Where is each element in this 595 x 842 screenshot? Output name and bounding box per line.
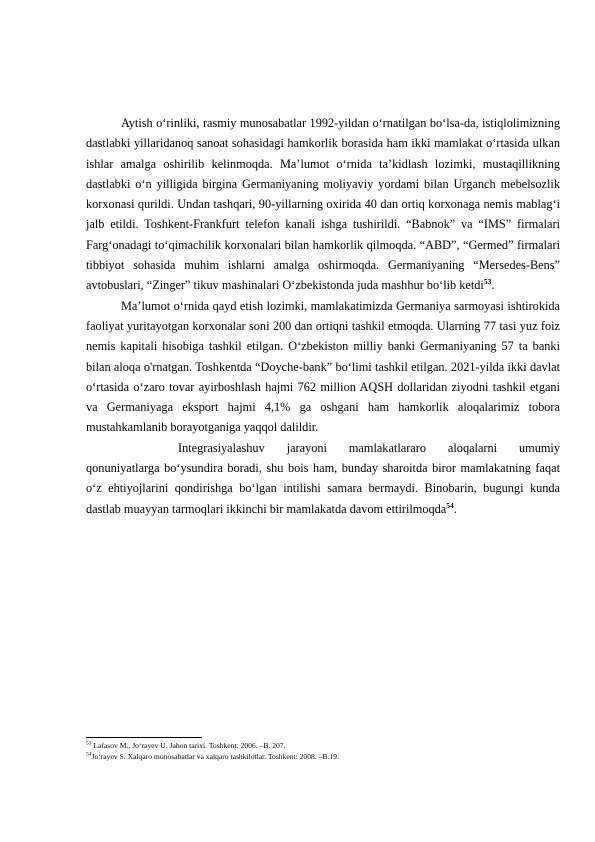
paragraph-tail: .: [453, 501, 457, 516]
footnotes-section: [86, 737, 560, 762]
footnote-54: [86, 752, 560, 763]
footnote-text: Lafasov M., Jo‘rayev U. Jahon tarixi. Toshkent: 2006. –B. 207.: [91, 741, 286, 750]
footnote-reference-53[interactable]: 53: [483, 277, 492, 287]
footnote-reference-54[interactable]: 54: [446, 500, 454, 510]
footnote-separator: [86, 737, 202, 738]
document-body: [86, 113, 560, 519]
footnote-number: 54: [86, 751, 92, 758]
paragraph-text: Integrasiyalashuv jarayoni mamlakatlararo aloqalarni umumiy qonuniyatlarga bo‘ysundira boradi, shu bois ham, bunday sharoitda biror mamlakatning faqat o‘z ehtiyojlarini qondirishga bo‘lgan intilishi samara bermaydi. Binobarin, bugungi kunda dastlab muayyan tarmoqlari ikkinchi bir mamlakatda davom ettirilmoqda: [86, 440, 560, 516]
paragraph-investment: [86, 296, 560, 438]
paragraph-text: Aytish o‘rinliki, rasmiy munosabatlar 1992-yildan o‘rnatilgan bo‘lsa-da, istiqlolimizning dastlabki yillaridanoq sanoat sohasidagi hamkorlik borasida ham ikki mamlakat o‘rtasida ulkan ishlar amalga oshirilib kelinmoqda. Ma’lumot o‘rnida ta’kidlash lozimki, mustaqillikning dastlabki o‘n yilligida birgina Germaniyaning moliyaviy yordami bilan Urganch mebelsozlik korxonasi qurildi. Undan tashqari, 90-yillarning oxirida 40 dan ortiq korxonaga nemis mablag‘i jalb etildi. Toshkent-Frankfurt telefon kanali ishga tushirildi. “Babnok” va “IMS” firmalari Farg‘onadagi to‘qimachilik korxonalari bilan hamkorlik qilmoqda. “ABD”, “Germed” firmalari tibbiyot sohasida muhim ishlarni amalga oshirmoqda. Germaniyaning “Mersedes-Bens” avtobuslari, “Zinger” tikuv mashinalari O‘zbekistonda juda mashhur bo‘lib ketdi: [86, 116, 560, 293]
footnote-number: 53: [86, 740, 92, 747]
paragraph-integration: [86, 438, 560, 519]
paragraph-text: Ma’lumot o‘rnida qayd etish lozimki, mamlakatimizda Germaniya sarmoyasi ishtirokida faoliyat yuritayotgan korxonalar soni 200 dan ortiqni tashkil etmoqda. Ularning 77 tasi yuz foiz nemis kapitali hisobiga tashkil etilgan. O‘zbekiston milliy banki Germaniyaning 57 ta banki bilan aloqa o'rnatgan. Toshkentda “Doyche-bank” bo‘limi tashkil etilgan. 2021-yilda ikki davlat o‘rtasida o‘zaro tovar ayirboshlash hajmi 762 million AQSH dollaridan ziyodni tashkil etgani va Germaniyaga eksport hajmi 4,1% ga oshgani ham hamkorlik aloqalarimiz tobora mustahkamlanib borayotganiga yaqqol dalildir.: [86, 298, 560, 435]
footnote-text: Jo‘rayev S. Xalqaro munosabatlar va xalqaro tashkilotlar. Toshkent: 2008. –B.19.: [91, 751, 339, 761]
paragraph-relations-history: [86, 113, 560, 296]
footnote-53: [86, 741, 560, 752]
paragraph-tail: .: [491, 278, 495, 293]
